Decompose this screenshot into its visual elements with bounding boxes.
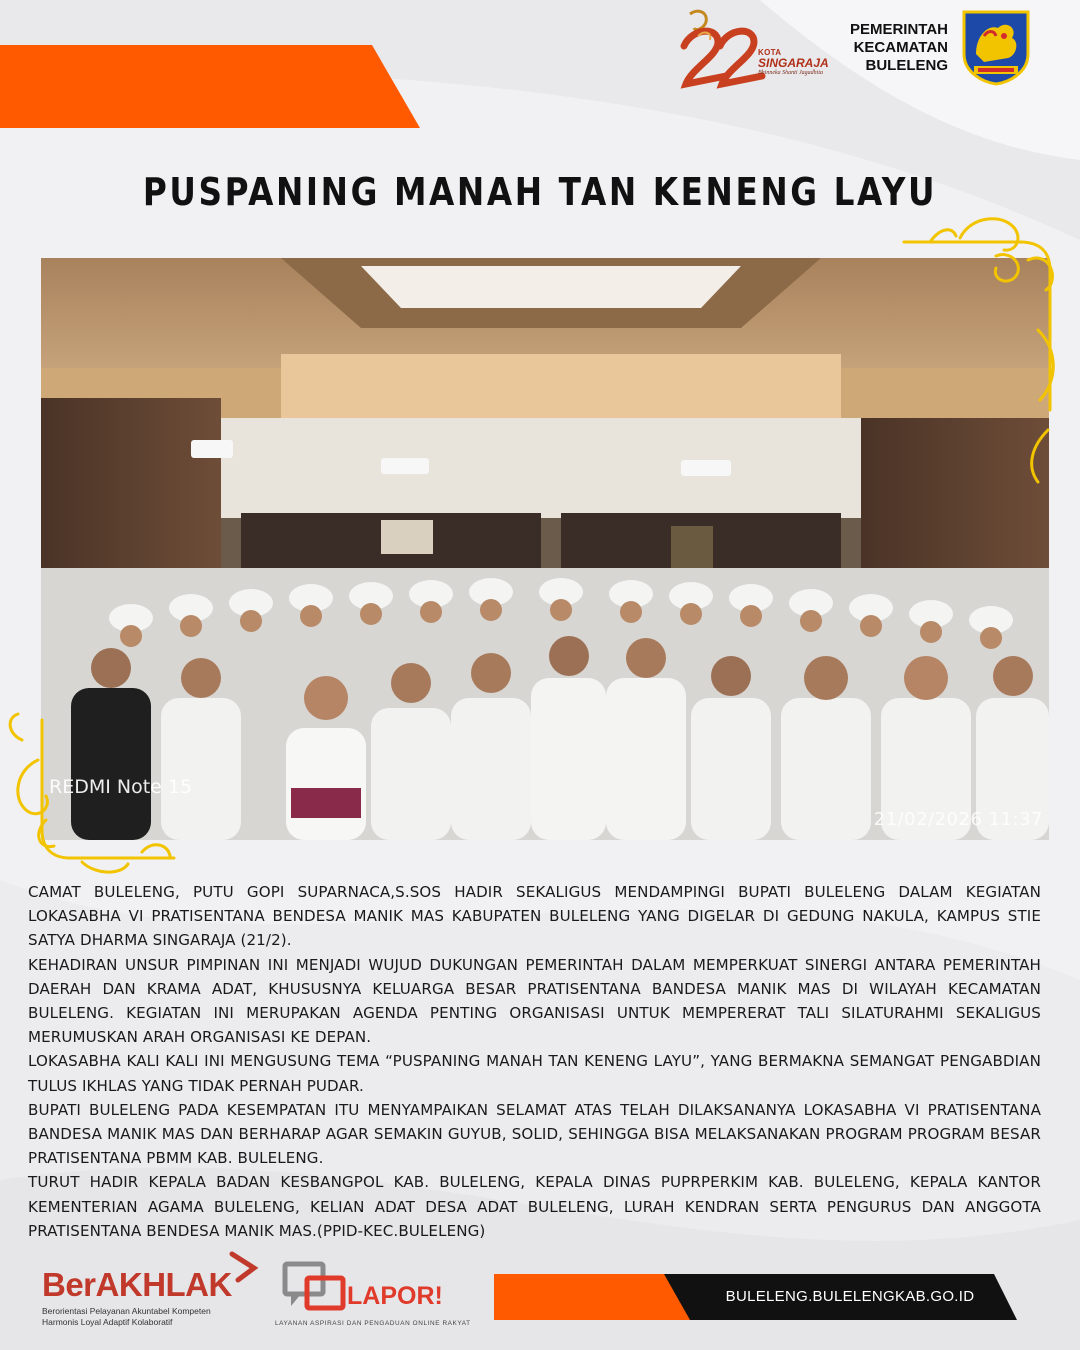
- header-accent-bar: [0, 45, 420, 128]
- article-body: [28, 880, 1041, 1243]
- logo-motto-text: Bhinneka Shanti Jagadhita: [758, 70, 823, 76]
- lapor-logo[interactable]: [275, 1260, 475, 1330]
- gold-corner-ornament-icon: [2, 700, 178, 880]
- camera-watermark: REDMI Note 15: [49, 776, 193, 798]
- chat-bubbles-icon: [281, 1260, 347, 1316]
- gold-corner-ornament-icon: [900, 210, 1060, 490]
- article-paragraph: BUPATI BULELENG PADA KESEMPATAN ITU MENYAMPAIKAN SELAMAT ATAS TELAH DILAKSANANYA LOKASABHA VI PRATISENTANA BANDESA MANIK MAS DAN BERHARAP AGAR SEMAKIN GUYUB, SOLID, SEHINGGA BISA MELAKSANAKAN PROGRAM PROGRAM BESAR PRATISENTANA PBMM KAB. BULELENG.: [28, 1100, 1041, 1168]
- article-paragraph: CAMAT BULELENG, PUTU GOPI SUPARNACA,S.SOS HADIR SEKALIGUS MENDAMPINGI BUPATI BULELENG DALAM KEGIATAN LOKASABHA VI PRATISENTANA BENDESA MANIK MAS KABUPATEN BULELENG YANG DIGELAR DI GEDUNG NAKULA, KAMPUS STIE SATYA DHARMA SINGARAJA (21/2).: [28, 883, 1041, 950]
- logo-city-text: SINGARAJA: [758, 56, 829, 70]
- gov-line-3: BULELENG: [865, 57, 948, 74]
- berakhlak-line-2: Harmonis Loyal Adaptif Kolaboratif: [42, 1317, 173, 1327]
- berakhlak-brand-text: BerAKHLAK: [42, 1266, 232, 1303]
- article-paragraph: LOKASABHA KALI KALI INI MENGUSUNG TEMA “PUSPANING MANAH TAN KENENG LAYU”, YANG BERMAKNA SEMANGAT PENGABDIAN TULUS IKHLAS YANG TIDAK PERNAH PUDAR.: [28, 1052, 1041, 1095]
- government-label: [850, 21, 948, 75]
- article-paragraph: KEHADIRAN UNSUR PIMPINAN INI MENJADI WUJUD DUKUNGAN PEMERINTAH DALAM MEMPERKUAT SINERGI ANTARA PEMERINTAH DAERAH DAN KRAMA ADAT, KHUSUSNYA KELUARGA BESAR PRATISENTANA BANDESA MANIK MAS DI WILAYAH KECAMATAN BULELENG. KEGIATAN INI MERUPAKAN AGENDA PENTING ORGANISASI UNTUK MEMPERERAT TALI SILATURAHMI SEKALIGUS MERUMUSKAN ARAH ORGANISASI KE DEPAN.: [28, 955, 1041, 1047]
- gov-line-1: PEMERINTAH: [849, 21, 948, 38]
- berakhlak-line-1: Berorientasi Pelayanan Akuntabel Kompeten: [42, 1306, 211, 1316]
- event-photo: [41, 258, 1049, 840]
- singaraja-anniversary-logo: [674, 6, 834, 94]
- gov-line-2: KECAMATAN: [853, 39, 948, 56]
- lapor-word: LAPOR!: [347, 1282, 443, 1310]
- article-paragraph: TURUT HADIR KEPALA BADAN KESBANGPOL KAB. BULELENG, KEPALA DINAS PUPRPERKIM KAB. BULELENG, KEPALA KANTOR KEMENTERIAN AGAMA BULELENG, KELIAN ADAT DESA ADAT BULELENG, LURAH KENDRAN SERTA PENGURUS DAN ANGGOTA PRATISENTANA BENDESA MANIK MAS.(PPID-KEC.BULELENG): [28, 1173, 1041, 1240]
- logo-kota-text: KOTA: [758, 48, 782, 57]
- page-title: PUSPANING MANAH TAN KENENG LAYU: [142, 170, 938, 214]
- buleleng-emblem-icon: [958, 6, 1034, 86]
- website-url-link[interactable]: BULELENG.BULELENGKAB.GO.ID: [725, 1288, 975, 1305]
- photo-timestamp: 21/02/2026 11:37: [873, 809, 1043, 830]
- number-22-icon: [674, 6, 834, 94]
- group-photo-illustration: [41, 258, 1049, 840]
- lapor-tagline: LAYANAN ASPIRASI DAN PENGADUAN ONLINE RAKYAT: [275, 1320, 471, 1327]
- berakhlak-logo: [40, 1250, 260, 1330]
